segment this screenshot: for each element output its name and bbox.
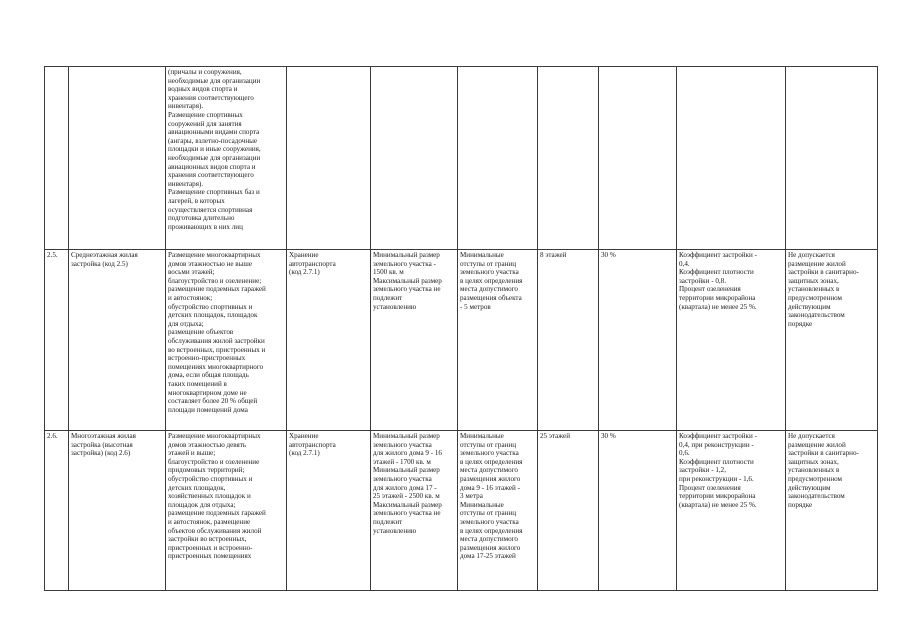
cell-description: Размещение многоквартирных домов этажностью не выше восьми этажей; благоустройство и озеленение; размещение подземных гаражей и автостоянок; обустройство спортивных и детских площадок, площадок для отдыха; размещение объектов обслуживания жилой застройки во встроенных, пристроенных и встроенно-пристроенных помещениях многоквартирного дома, если общая площадь таких помещений в многоквартирном доме не составляет более 20 % общей площади помещений дома	[166, 250, 287, 431]
cell-plot-size: Минимальный размер земельного участка - 1500 кв. м Максимальный размер земельного участка не подлежит установлению	[371, 250, 458, 431]
cell-setbacks: Минимальные отступы от границ земельного участка в целях определения места допустимого размещения жилого дома 9 - 16 этажей - 3 метра Минимальные отступы от границ земельного участка в целях определения места допустимого размещения жилого дома 17-25 этажей	[458, 431, 538, 591]
cell-plot-size	[371, 67, 458, 250]
cell-use-type	[69, 67, 166, 250]
cell-auxiliary-use: Хранение автотранспорта (код 2.7.1)	[287, 431, 371, 591]
cell-coverage: 30 %	[599, 431, 677, 591]
cell-max-floors: 25 этажей	[538, 431, 599, 591]
zoning-regulations-table	[44, 66, 878, 591]
cell-setbacks: Минимальные отступы от границ земельного участка в целях определения места допустимого размещения объекта - 5 метров	[458, 250, 538, 431]
cell-restrictions: Не допускается размещение жилой застройки в санитарно- защитных зонах, установленных в предусмотренном действующим законодательством порядке	[786, 431, 878, 591]
cell-number: 2.5.	[45, 250, 69, 431]
cell-coefficients: Коэффициент застройки - 0,4, при реконструкции - 0,6. Коэффициент плотности застройки - 1,2, при реконструкции - 1,6. Процент озеленения территории микрорайона (квартала) не менее 25 %.	[677, 431, 786, 591]
cell-max-floors	[538, 67, 599, 250]
table-row	[45, 67, 878, 250]
cell-setbacks	[458, 67, 538, 250]
cell-coverage	[599, 67, 677, 250]
cell-number: 2.6.	[45, 431, 69, 591]
table-row	[45, 250, 878, 431]
cell-coverage: 30 %	[599, 250, 677, 431]
cell-description: (причалы и сооружения, необходимые для организации водных видов спорта и хранения соответствующего инвентаря). Размещение спортивных сооружений для занятия авиационными видами спорта (ангары, взлетно-посадочные площадки и иные сооружения, необходимые для организации авиационных видов спорта и хранения соответствующего инвентаря). Размещение спортивных баз и лагерей, в которых осуществляется спортивная подготовка длительно проживающих в них лиц	[166, 67, 287, 250]
cell-number	[45, 67, 69, 250]
table-row	[45, 431, 878, 591]
cell-auxiliary-use	[287, 67, 371, 250]
cell-plot-size: Минимальный размер земельного участка для жилого дома 9 - 16 этажей - 1700 кв. м Минимальный размер земельного участка для жилого дома 17 - 25 этажей - 2500 кв. м Максимальный размер земельного участка не подлежит установлению	[371, 431, 458, 591]
cell-coefficients: Коэффициент застройки - 0,4. Коэффициент плотности застройки - 0,8. Процент озеленения территории микрорайона (квартала) не менее 25 %.	[677, 250, 786, 431]
cell-use-type: Среднеэтажная жилая застройка (код 2.5)	[69, 250, 166, 431]
cell-restrictions	[786, 67, 878, 250]
cell-restrictions: Не допускается размещение жилой застройки в санитарно- защитных зонах, установленных в предусмотренном действующим законодательством порядке	[786, 250, 878, 431]
cell-coefficients	[677, 67, 786, 250]
cell-auxiliary-use: Хранение автотранспорта (код 2.7.1)	[287, 250, 371, 431]
cell-description: Размещение многоквартирных домов этажностью девять этажей и выше; благоустройство и озеленение придомовых территорий; обустройство спортивных и детских площадок, хозяйственных площадок и площадок для отдыха; размещение подземных гаражей и автостоянок, размещение объектов обслуживания жилой застройки во встроенных, пристроенных и встроенно- пристроенных помещениях	[166, 431, 287, 591]
cell-max-floors: 8 этажей	[538, 250, 599, 431]
cell-use-type: Многоэтажная жилая застройка (высотная застройка) (код 2.6)	[69, 431, 166, 591]
